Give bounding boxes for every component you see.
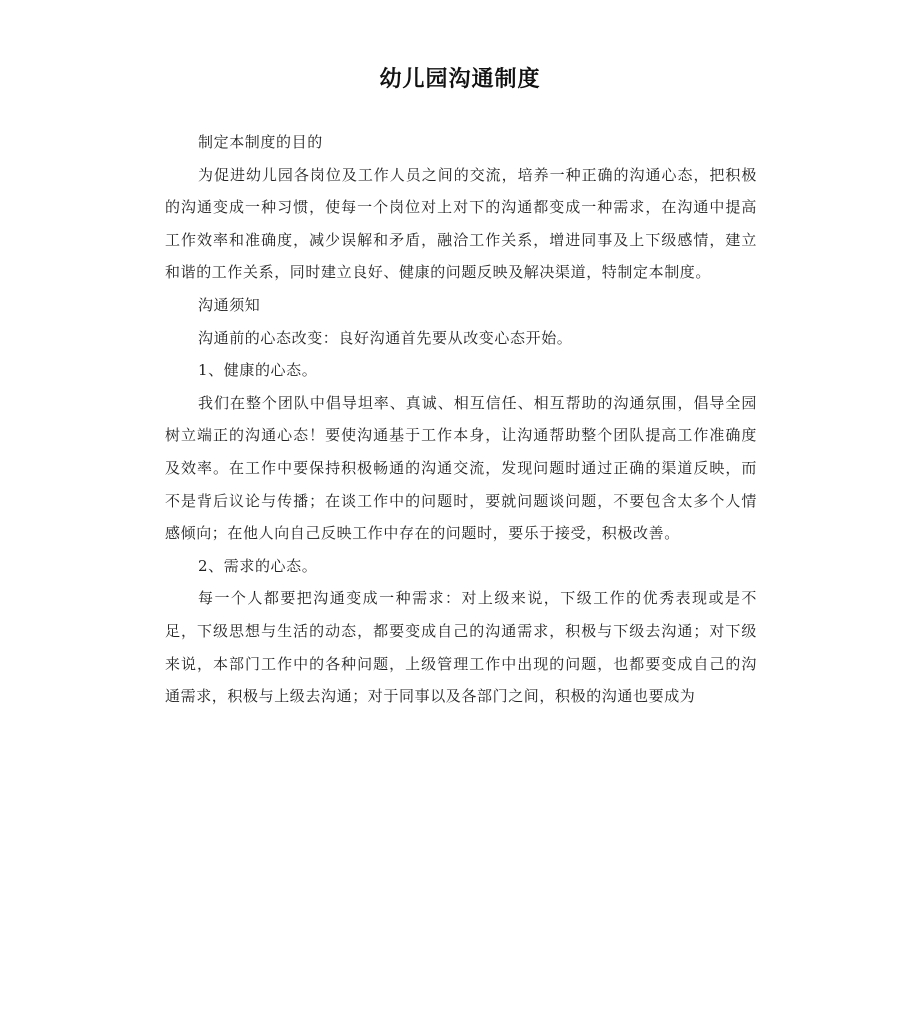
- paragraph-purpose: 为促进幼儿园各岗位及工作人员之间的交流，培养一种正确的沟通心态，把积极的沟通变成一种习惯，使每一个岗位对上对下的沟通都变成一种需求，在沟通中提高工作效率和准确度，减少误解和矛盾，融洽工作关系，增进同事及上下级感情，建立和谐的工作关系，同时建立良好、健康的问题反映及解决渠道，特制定本制度。: [165, 165, 757, 282]
- paragraph-mindset-change: 沟通前的心态改变：良好沟通首先要从改变心态开始。: [198, 328, 573, 347]
- document-title: 幼儿园沟通制度: [379, 67, 541, 92]
- section-heading-notice: 沟通须知: [198, 295, 261, 314]
- document-body: [165, 126, 757, 713]
- paragraph-healthy-mindset: 我们在整个团队中倡导坦率、真诚、相互信任、相互帮助的沟通氛围，倡导全园树立端正的沟通心态！要使沟通基于工作本身，让沟通帮助整个团队提高工作准确度及效率。在工作中要保持积极畅通的沟通交流，发现问题时通过正确的渠道反映，而不是背后议论与传播；在谈工作中的问题时，要就问题谈问题，不要包含太多个人情感倾向；在他人向自己反映工作中存在的问题时，要乐于接受，积极改善。: [165, 393, 757, 543]
- subheading-demand-mindset: 2、需求的心态。: [198, 556, 318, 575]
- paragraph-demand-mindset: 每一个人都要把沟通变成一种需求：对上级来说，下级工作的优秀表现或是不足，下级思想与生活的动态，都要变成自己的沟通需求，积极与下级去沟通；对下级来说，本部门工作中的各种问题，上级管理工作中出现的问题，也都要变成自己的沟通需求，积极与上级去沟通；对于同事以及各部门之间，积极的沟通也要成为: [165, 589, 757, 706]
- section-heading-purpose: 制定本制度的目的: [198, 133, 323, 151]
- subheading-healthy-mindset: 1、健康的心态。: [198, 361, 318, 380]
